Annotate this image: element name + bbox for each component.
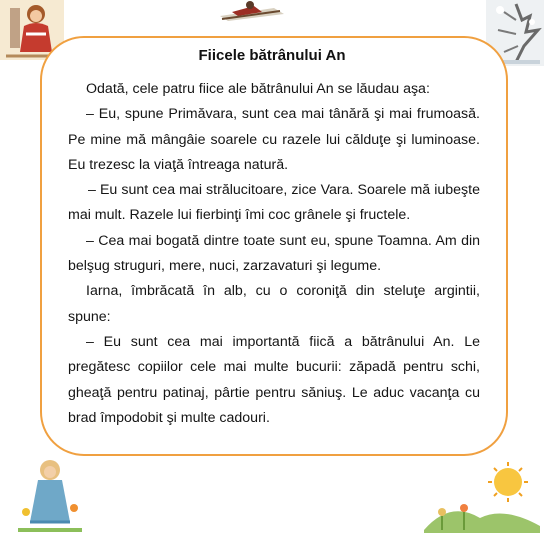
- sun-flowers-illustration: [420, 460, 544, 533]
- story-paragraph: Iarna, îmbrăcată în alb, cu o coroniţă din steluţe argintii, spune:: [68, 283, 480, 325]
- spring-girl-illustration: [14, 452, 86, 533]
- sled-illustration: [214, 0, 290, 22]
- story-paragraph: – Eu sunt cea mai strălucitoare, zice Vara. Soarele mă iubeşte mai mult. Razele lui fierbinţi îmi coc grânele şi fructele.: [68, 182, 480, 224]
- story-paragraph: – Eu, spune Primăvara, sunt cea mai tânără şi mai frumoasă. Pe mine mă mângâie soarele cu razele lui călduţe şi luminoase. Eu trezesc la viaţă întreaga natură.: [68, 106, 480, 173]
- story-body: [68, 77, 480, 431]
- story-paragraph: – Eu sunt cea mai importantă fiică a bătrânului An. Le pregătesc copiilor cele mai multe bucurii: zăpadă pentru schi, gheaţă pentru patinaj, pârtie pentru săniuş. Le aduc vacanţa cu brad împodobit şi multe cadouri.: [68, 333, 480, 426]
- story-paragraph: – Cea mai bogată dintre toate sunt eu, spune Toamna. Am din belşug struguri, mere, nuci, zarzavaturi şi legume.: [68, 232, 480, 275]
- story-paragraph: Odată, cele patru fiice ale bătrânului An se lăudau aşa:: [86, 81, 430, 97]
- story-title: Fiicele bătrânului An: [198, 47, 346, 64]
